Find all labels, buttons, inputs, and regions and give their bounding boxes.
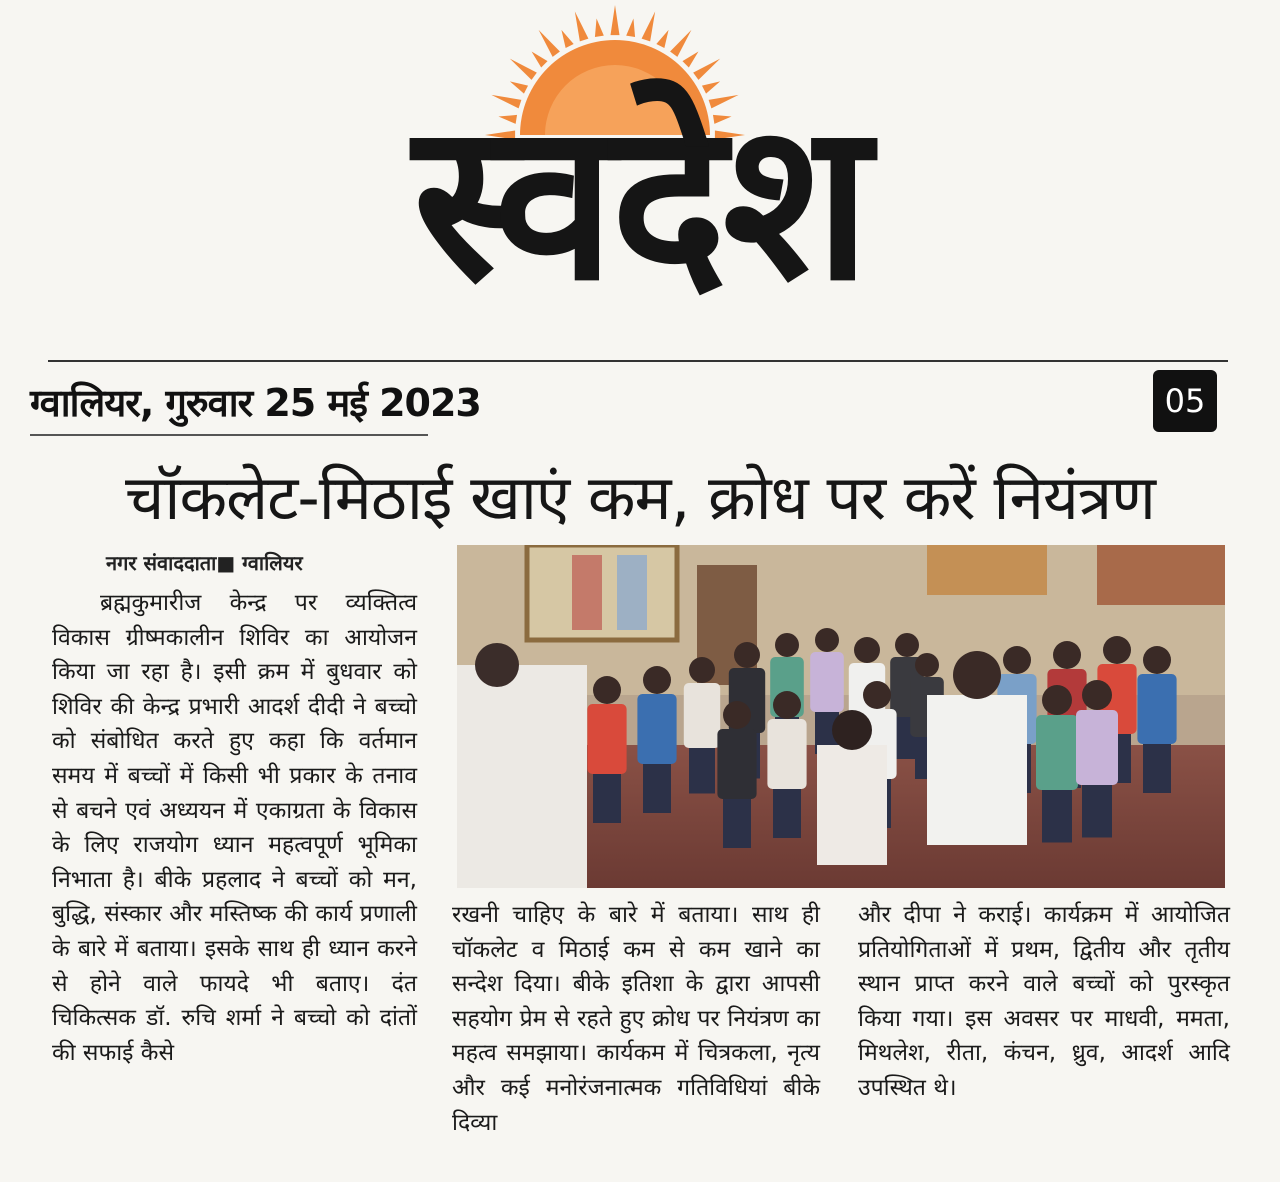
masthead-rule: [48, 360, 1228, 362]
children-group-photo-image: [457, 545, 1225, 888]
headline: चॉकलेट-मिठाई खाएं कम, क्रोध पर करें नियंत्रण: [125, 461, 1155, 534]
newspaper-title: स्वदेश: [412, 76, 867, 329]
dateline-underline: [30, 434, 428, 436]
article-column-2: रखनी चाहिए के बारे में बताया। साथ ही चॉकलेट व मिठाई कम से कम खाने का सन्देश दिया। बीके इतिशा के द्वारा आपसी सहयोग प्रेम से रहते हुए क्रोध पर नियंत्रण का महत्व समझाया। कार्यकम में चित्रकला, नृत्य और कई मनोरंजनात्मक गतिविधियां बीके दिव्या: [452, 902, 820, 1136]
event-photo: [457, 545, 1225, 888]
byline: नगर संवाददाता■ ग्वालियर: [106, 551, 303, 575]
masthead: [0, 0, 1280, 360]
article-column-1: ब्रह्मकुमारीज केन्द्र पर व्यक्तित्व विकास ग्रीष्मकालीन शिविर का आयोजन किया जा रहा है। इसी क्रम में बुधवार को शिविर की केन्द्र प्रभारी आदर्श दीदी ने बच्चो को संबोधित करते हुए कहा कि वर्तमान समय में बच्चों में किसी भी प्रकार के तनाव से बचने एवं अध्ययन में एकाग्रता के विकास के लिए राजयोग ध्यान महत्वपूर्ण भूमिका निभाता है। बीके प्रहलाद ने बच्चों को मन, बुद्धि, संस्कार और मस्तिष्क की कार्य प्रणाली के बारे में बताया। इसके साथ ही ध्यान करने से होने वाले फायदे भी बताए। दंत चिकित्सक डॉ. रुचि शर्मा ने बच्चो को दांतों की सफाई कैसे: [52, 590, 417, 1066]
dateline: ग्वालियर, गुरुवार 25 मई 2023: [30, 381, 481, 425]
page-number-badge: 05: [1153, 370, 1217, 432]
article-column-3: और दीपा ने कराई। कार्यक्रम में आयोजित प्रतियोगिताओं में प्रथम, द्वितीय और तृतीय स्थान प्राप्त करने वाले बच्चों को पुरस्कृत किया गया। इस अवसर पर माधवी, ममता, मिथलेश, रीता, कंचन, ध्रुव, आदर्श आदि उपस्थित थे।: [858, 902, 1230, 1101]
